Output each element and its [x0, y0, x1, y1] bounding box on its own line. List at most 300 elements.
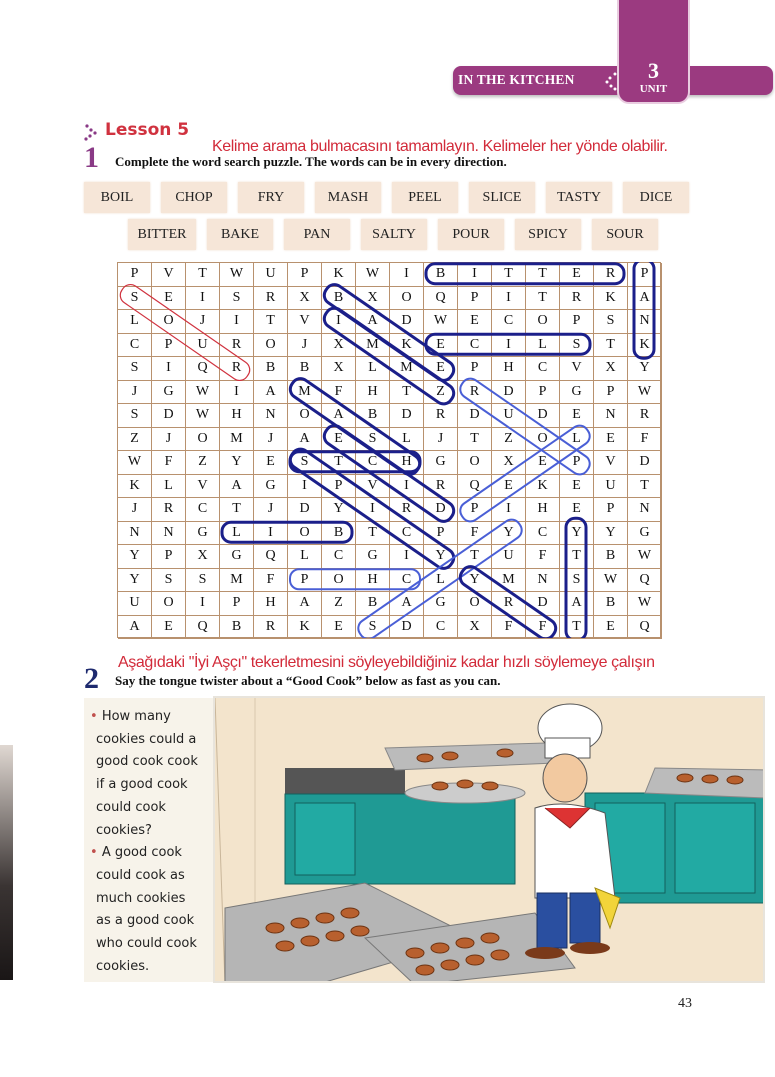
- grid-cell[interactable]: O: [322, 569, 356, 593]
- grid-cell[interactable]: C: [390, 569, 424, 593]
- grid-cell[interactable]: G: [628, 522, 662, 546]
- grid-cell[interactable]: T: [220, 498, 254, 522]
- instruction-1-en: Complete the word search puzzle. The words can be in every direction.: [115, 154, 507, 169]
- grid-cell[interactable]: I: [390, 545, 424, 569]
- grid-cell[interactable]: K: [390, 334, 424, 358]
- grid-cell[interactable]: T: [628, 475, 662, 499]
- grid-cell[interactable]: Q: [186, 616, 220, 640]
- grid-cell[interactable]: W: [628, 381, 662, 405]
- grid-cell[interactable]: D: [492, 381, 526, 405]
- instruction-1-tr: Kelime arama bulmacasını tamamlayın. Kelimeler her yönde olabilir.: [212, 138, 668, 155]
- word-tile: BITTER: [128, 219, 196, 250]
- grid-cell[interactable]: I: [356, 498, 390, 522]
- dots-icon: [604, 71, 618, 91]
- grid-cell[interactable]: L: [424, 569, 458, 593]
- grid-cell[interactable]: E: [560, 475, 594, 499]
- grid-cell[interactable]: N: [152, 522, 186, 546]
- grid-cell[interactable]: Q: [628, 616, 662, 640]
- grid-cell[interactable]: Y: [322, 498, 356, 522]
- grid-cell[interactable]: T: [356, 522, 390, 546]
- grid-cell[interactable]: R: [424, 475, 458, 499]
- grid-cell[interactable]: M: [356, 334, 390, 358]
- grid-cell[interactable]: Z: [118, 428, 152, 452]
- grid-cell[interactable]: G: [356, 545, 390, 569]
- grid-cell[interactable]: F: [254, 569, 288, 593]
- grid-cell[interactable]: P: [288, 569, 322, 593]
- grid-cell[interactable]: T: [526, 287, 560, 311]
- word-bank-row-1: [84, 182, 689, 213]
- grid-cell[interactable]: Z: [186, 451, 220, 475]
- grid-cell[interactable]: V: [356, 475, 390, 499]
- grid-cell[interactable]: U: [492, 545, 526, 569]
- word-tile: SALTY: [361, 219, 427, 250]
- grid-cell[interactable]: S: [220, 287, 254, 311]
- page-number: 43: [678, 996, 692, 1011]
- grid-cell[interactable]: L: [356, 357, 390, 381]
- grid-cell[interactable]: P: [526, 381, 560, 405]
- grid-cell[interactable]: S: [356, 428, 390, 452]
- grid-cell[interactable]: F: [322, 381, 356, 405]
- grid-cell[interactable]: L: [288, 545, 322, 569]
- grid-cell[interactable]: C: [186, 498, 220, 522]
- grid-cell[interactable]: I: [492, 498, 526, 522]
- grid-cell[interactable]: W: [424, 310, 458, 334]
- poem-line: [90, 774, 214, 797]
- grid-cell[interactable]: E: [594, 616, 628, 640]
- grid-cell[interactable]: P: [220, 592, 254, 616]
- grid-cell[interactable]: N: [118, 522, 152, 546]
- grid-cell[interactable]: G: [220, 545, 254, 569]
- grid-cell[interactable]: T: [458, 428, 492, 452]
- grid-cell[interactable]: A: [254, 381, 288, 405]
- grid-cell[interactable]: D: [152, 404, 186, 428]
- grid-cell[interactable]: E: [560, 263, 594, 287]
- grid-cell[interactable]: J: [118, 498, 152, 522]
- grid-cell[interactable]: W: [220, 263, 254, 287]
- lesson-dots-icon: [84, 123, 98, 141]
- grid-cell[interactable]: O: [458, 592, 492, 616]
- grid-cell[interactable]: Z: [424, 381, 458, 405]
- grid-cell[interactable]: I: [254, 522, 288, 546]
- grid-cell[interactable]: G: [152, 381, 186, 405]
- grid-cell[interactable]: I: [322, 310, 356, 334]
- grid-cell[interactable]: G: [254, 475, 288, 499]
- grid-cell[interactable]: P: [594, 498, 628, 522]
- grid-cell[interactable]: P: [628, 263, 662, 287]
- grid-cell[interactable]: I: [288, 475, 322, 499]
- grid-cell[interactable]: T: [526, 263, 560, 287]
- grid-cell[interactable]: T: [458, 545, 492, 569]
- grid-cell[interactable]: K: [118, 475, 152, 499]
- grid-cell[interactable]: B: [254, 357, 288, 381]
- grid-cell[interactable]: C: [322, 545, 356, 569]
- grid-cell[interactable]: D: [628, 451, 662, 475]
- grid-cell[interactable]: W: [356, 263, 390, 287]
- grid-cell[interactable]: B: [594, 592, 628, 616]
- grid-cell[interactable]: S: [152, 569, 186, 593]
- grid-cell[interactable]: F: [526, 545, 560, 569]
- grid-cell[interactable]: B: [356, 404, 390, 428]
- grid-cell[interactable]: P: [458, 498, 492, 522]
- grid-cell[interactable]: E: [152, 616, 186, 640]
- grid-cell[interactable]: R: [390, 498, 424, 522]
- grid-cell[interactable]: Y: [594, 522, 628, 546]
- grid-cell[interactable]: A: [628, 287, 662, 311]
- grid-cell[interactable]: Y: [424, 545, 458, 569]
- grid-cell[interactable]: E: [424, 357, 458, 381]
- grid-cell[interactable]: W: [628, 545, 662, 569]
- grid-cell[interactable]: U: [118, 592, 152, 616]
- poem-line: [90, 888, 214, 911]
- poem-line-text: as a good cook: [96, 913, 195, 929]
- grid-cell[interactable]: N: [628, 310, 662, 334]
- grid-cell[interactable]: G: [424, 451, 458, 475]
- grid-cell[interactable]: S: [594, 310, 628, 334]
- grid-cell[interactable]: P: [424, 522, 458, 546]
- grid-cell[interactable]: J: [254, 498, 288, 522]
- grid-cell[interactable]: N: [628, 498, 662, 522]
- grid-cell[interactable]: A: [288, 428, 322, 452]
- grid-cell[interactable]: N: [526, 569, 560, 593]
- grid-cell[interactable]: X: [594, 357, 628, 381]
- grid-cell[interactable]: O: [390, 287, 424, 311]
- grid-cell[interactable]: S: [118, 357, 152, 381]
- grid-cell[interactable]: S: [288, 451, 322, 475]
- grid-cell[interactable]: W: [186, 404, 220, 428]
- grid-cell[interactable]: R: [492, 592, 526, 616]
- instruction-2-tr: Aşağıdaki "İyi Aşçı" tekerletmesini söyleyebildiğiniz kadar hızlı söylemeye çalışın: [118, 654, 655, 671]
- grid-cell[interactable]: U: [254, 263, 288, 287]
- grid-cell[interactable]: F: [492, 616, 526, 640]
- cropped-photo-edge: [0, 745, 13, 980]
- poem-line: [90, 910, 214, 933]
- grid-cell[interactable]: D: [390, 404, 424, 428]
- grid-cell[interactable]: E: [526, 451, 560, 475]
- grid-cell[interactable]: P: [560, 310, 594, 334]
- grid-cell[interactable]: Y: [560, 522, 594, 546]
- grid-cell[interactable]: I: [390, 263, 424, 287]
- grid-cell[interactable]: V: [594, 451, 628, 475]
- word-tile: BOIL: [84, 182, 150, 213]
- word-tile: PAN: [284, 219, 350, 250]
- grid-cell[interactable]: I: [186, 287, 220, 311]
- grid-cell[interactable]: E: [594, 428, 628, 452]
- grid-cell[interactable]: M: [288, 381, 322, 405]
- grid-cell[interactable]: O: [288, 404, 322, 428]
- grid-cell[interactable]: P: [594, 381, 628, 405]
- word-tile: SLICE: [469, 182, 535, 213]
- grid-cell[interactable]: L: [390, 428, 424, 452]
- grid-cell[interactable]: T: [560, 545, 594, 569]
- grid-cell[interactable]: R: [594, 263, 628, 287]
- grid-cell[interactable]: J: [288, 334, 322, 358]
- grid-cell[interactable]: V: [560, 357, 594, 381]
- word-tile: POUR: [438, 219, 504, 250]
- grid-cell[interactable]: R: [560, 287, 594, 311]
- grid-cell[interactable]: F: [526, 616, 560, 640]
- tongue-twister-text: [84, 698, 214, 982]
- unit-number: 3: [648, 58, 659, 83]
- grid-cell[interactable]: N: [254, 404, 288, 428]
- grid-cell[interactable]: T: [186, 263, 220, 287]
- grid-cell[interactable]: L: [560, 428, 594, 452]
- grid-cell[interactable]: S: [118, 287, 152, 311]
- grid-cell[interactable]: Q: [186, 357, 220, 381]
- grid-cell[interactable]: B: [322, 287, 356, 311]
- grid-cell[interactable]: C: [424, 616, 458, 640]
- grid-cell[interactable]: H: [356, 569, 390, 593]
- grid-cell[interactable]: X: [322, 357, 356, 381]
- poem-line: [90, 933, 214, 956]
- grid-cell[interactable]: L: [220, 522, 254, 546]
- grid-cell[interactable]: H: [526, 498, 560, 522]
- word-tile: SPICY: [515, 219, 581, 250]
- bullet-icon: •: [90, 709, 102, 724]
- word-bank-row-2: [128, 219, 658, 250]
- grid-cell[interactable]: R: [254, 287, 288, 311]
- grid-cell[interactable]: D: [458, 404, 492, 428]
- grid-cell[interactable]: K: [526, 475, 560, 499]
- grid-cell[interactable]: A: [356, 310, 390, 334]
- grid-cell[interactable]: X: [356, 287, 390, 311]
- grid-cell[interactable]: Y: [492, 522, 526, 546]
- grid-cell[interactable]: K: [322, 263, 356, 287]
- word-tile: CHOP: [161, 182, 227, 213]
- grid-cell[interactable]: X: [492, 451, 526, 475]
- grid-cell[interactable]: R: [424, 404, 458, 428]
- grid-cell[interactable]: I: [220, 381, 254, 405]
- grid-cell[interactable]: B: [356, 592, 390, 616]
- grid-cell[interactable]: M: [492, 569, 526, 593]
- grid-cell[interactable]: O: [254, 334, 288, 358]
- grid-cell[interactable]: P: [118, 263, 152, 287]
- grid-cell[interactable]: L: [118, 310, 152, 334]
- grid-cell[interactable]: O: [186, 428, 220, 452]
- grid-cell[interactable]: B: [322, 522, 356, 546]
- grid-cell[interactable]: D: [526, 404, 560, 428]
- grid-cell[interactable]: W: [186, 381, 220, 405]
- grid-cell[interactable]: I: [220, 310, 254, 334]
- word-tile: TASTY: [546, 182, 612, 213]
- grid-cell[interactable]: E: [152, 287, 186, 311]
- grid-cell[interactable]: R: [254, 616, 288, 640]
- grid-cell[interactable]: H: [356, 381, 390, 405]
- grid-cell[interactable]: Y: [458, 569, 492, 593]
- grid-cell[interactable]: C: [492, 310, 526, 334]
- poem-line-text: good cook cook: [96, 754, 198, 770]
- grid-cell[interactable]: D: [424, 498, 458, 522]
- grid-cell[interactable]: E: [254, 451, 288, 475]
- grid-cell[interactable]: U: [492, 404, 526, 428]
- grid-cell[interactable]: P: [152, 545, 186, 569]
- grid-cell[interactable]: B: [220, 616, 254, 640]
- grid-cell[interactable]: R: [220, 357, 254, 381]
- grid-cell[interactable]: E: [322, 616, 356, 640]
- grid-cell[interactable]: W: [628, 592, 662, 616]
- grid-cell[interactable]: C: [458, 334, 492, 358]
- bullet-icon: •: [90, 845, 102, 861]
- grid-cell[interactable]: O: [152, 592, 186, 616]
- grid-cell[interactable]: P: [458, 357, 492, 381]
- grid-cell[interactable]: A: [560, 592, 594, 616]
- grid-cell[interactable]: C: [356, 451, 390, 475]
- grid-cell[interactable]: G: [424, 592, 458, 616]
- grid-cell[interactable]: I: [458, 263, 492, 287]
- grid-cell[interactable]: O: [526, 428, 560, 452]
- grid-cell[interactable]: D: [390, 310, 424, 334]
- grid-cell[interactable]: B: [424, 263, 458, 287]
- unit-title: IN THE KITCHEN: [458, 72, 575, 87]
- grid-cell[interactable]: V: [152, 263, 186, 287]
- grid-cell[interactable]: D: [288, 498, 322, 522]
- grid-cell[interactable]: D: [526, 592, 560, 616]
- grid-cell[interactable]: Y: [118, 545, 152, 569]
- exercise-1-number: 1: [84, 141, 99, 174]
- grid-cell[interactable]: T: [254, 310, 288, 334]
- poem-line-text: cookies could a: [96, 731, 197, 747]
- grid-cell[interactable]: M: [220, 428, 254, 452]
- grid-cell[interactable]: R: [628, 404, 662, 428]
- grid-cell[interactable]: P: [288, 263, 322, 287]
- grid-cell[interactable]: V: [186, 475, 220, 499]
- grid-cell[interactable]: E: [424, 334, 458, 358]
- grid-cell[interactable]: V: [288, 310, 322, 334]
- poem-line: [90, 729, 214, 752]
- grid-cell[interactable]: A: [118, 616, 152, 640]
- grid-cell[interactable]: J: [186, 310, 220, 334]
- word-tile: FRY: [238, 182, 304, 213]
- grid-cell[interactable]: T: [390, 381, 424, 405]
- grid-cell[interactable]: X: [186, 545, 220, 569]
- grid-cell[interactable]: W: [594, 569, 628, 593]
- grid-cell[interactable]: H: [390, 451, 424, 475]
- chef-illustration: [213, 696, 765, 983]
- grid-cell[interactable]: Q: [254, 545, 288, 569]
- grid-cell[interactable]: F: [628, 428, 662, 452]
- poem-line-text: How many: [101, 709, 171, 724]
- grid-cell[interactable]: Q: [424, 287, 458, 311]
- grid-cell[interactable]: A: [288, 592, 322, 616]
- grid-cell[interactable]: G: [560, 381, 594, 405]
- grid-cell[interactable]: P: [458, 287, 492, 311]
- grid-cell[interactable]: W: [118, 451, 152, 475]
- grid-cell[interactable]: M: [390, 357, 424, 381]
- grid-cell[interactable]: Z: [492, 428, 526, 452]
- grid-cell[interactable]: I: [492, 334, 526, 358]
- grid-cell[interactable]: S: [356, 616, 390, 640]
- grid-cell[interactable]: O: [526, 310, 560, 334]
- grid-cell[interactable]: A: [322, 404, 356, 428]
- poem-line-text: could cook: [96, 799, 166, 815]
- grid-cell[interactable]: J: [118, 381, 152, 405]
- grid-cell[interactable]: L: [152, 475, 186, 499]
- grid-cell[interactable]: G: [186, 522, 220, 546]
- grid-cell[interactable]: E: [492, 475, 526, 499]
- grid-cell[interactable]: A: [390, 592, 424, 616]
- grid-cell[interactable]: S: [560, 334, 594, 358]
- grid-cell[interactable]: S: [118, 404, 152, 428]
- grid-cell[interactable]: E: [458, 310, 492, 334]
- grid-cell[interactable]: P: [152, 334, 186, 358]
- grid-cell[interactable]: S: [186, 569, 220, 593]
- grid-cell[interactable]: B: [594, 545, 628, 569]
- grid-cell[interactable]: O: [288, 522, 322, 546]
- grid-cell[interactable]: Q: [628, 569, 662, 593]
- grid-cell[interactable]: R: [220, 334, 254, 358]
- grid-cell[interactable]: I: [492, 287, 526, 311]
- grid-cell[interactable]: E: [560, 404, 594, 428]
- grid-cell[interactable]: T: [322, 451, 356, 475]
- grid-cell[interactable]: K: [288, 616, 322, 640]
- grid-cell[interactable]: Y: [118, 569, 152, 593]
- grid-cell[interactable]: U: [594, 475, 628, 499]
- grid-cell[interactable]: A: [220, 475, 254, 499]
- grid-cell[interactable]: Y: [220, 451, 254, 475]
- poem-line: [90, 842, 214, 865]
- grid-cell[interactable]: R: [458, 381, 492, 405]
- grid-cell[interactable]: U: [186, 334, 220, 358]
- grid-cell[interactable]: I: [186, 592, 220, 616]
- word-tile: MASH: [315, 182, 381, 213]
- grid-cell[interactable]: N: [594, 404, 628, 428]
- poem-line: [90, 820, 214, 843]
- grid-cell[interactable]: S: [560, 569, 594, 593]
- grid-cell[interactable]: D: [390, 616, 424, 640]
- grid-cell[interactable]: B: [288, 357, 322, 381]
- grid-cell[interactable]: F: [458, 522, 492, 546]
- grid-cell[interactable]: Z: [322, 592, 356, 616]
- grid-cell[interactable]: T: [492, 263, 526, 287]
- poem-line: [90, 956, 214, 979]
- grid-cell[interactable]: R: [152, 498, 186, 522]
- grid-cell[interactable]: X: [288, 287, 322, 311]
- grid-cell[interactable]: F: [152, 451, 186, 475]
- grid-cell[interactable]: C: [526, 357, 560, 381]
- grid-cell[interactable]: I: [390, 475, 424, 499]
- grid-cell[interactable]: K: [594, 287, 628, 311]
- grid-cell[interactable]: T: [594, 334, 628, 358]
- grid-cell[interactable]: H: [492, 357, 526, 381]
- grid-cell[interactable]: L: [526, 334, 560, 358]
- grid-cell[interactable]: C: [526, 522, 560, 546]
- grid-cell[interactable]: H: [220, 404, 254, 428]
- grid-cell[interactable]: C: [390, 522, 424, 546]
- grid-cell[interactable]: C: [118, 334, 152, 358]
- grid-cell[interactable]: X: [322, 334, 356, 358]
- grid-cell[interactable]: J: [152, 428, 186, 452]
- grid-cell[interactable]: J: [254, 428, 288, 452]
- poem-line: [90, 751, 214, 774]
- grid-cell[interactable]: M: [220, 569, 254, 593]
- word-tile: BAKE: [207, 219, 273, 250]
- grid-cell[interactable]: X: [458, 616, 492, 640]
- grid-cell[interactable]: T: [560, 616, 594, 640]
- grid-cell[interactable]: E: [560, 498, 594, 522]
- grid-cell[interactable]: O: [152, 310, 186, 334]
- grid-cell[interactable]: P: [322, 475, 356, 499]
- grid-cell[interactable]: H: [254, 592, 288, 616]
- grid-cell[interactable]: J: [424, 428, 458, 452]
- poem-line-text: could cook as: [96, 867, 185, 883]
- grid-cell[interactable]: E: [322, 428, 356, 452]
- poem-line: [90, 865, 214, 888]
- grid-cell[interactable]: Y: [628, 357, 662, 381]
- grid-cell[interactable]: K: [628, 334, 662, 358]
- grid-cell[interactable]: P: [560, 451, 594, 475]
- grid-cell[interactable]: Q: [458, 475, 492, 499]
- grid-cell[interactable]: I: [152, 357, 186, 381]
- grid-cell[interactable]: O: [458, 451, 492, 475]
